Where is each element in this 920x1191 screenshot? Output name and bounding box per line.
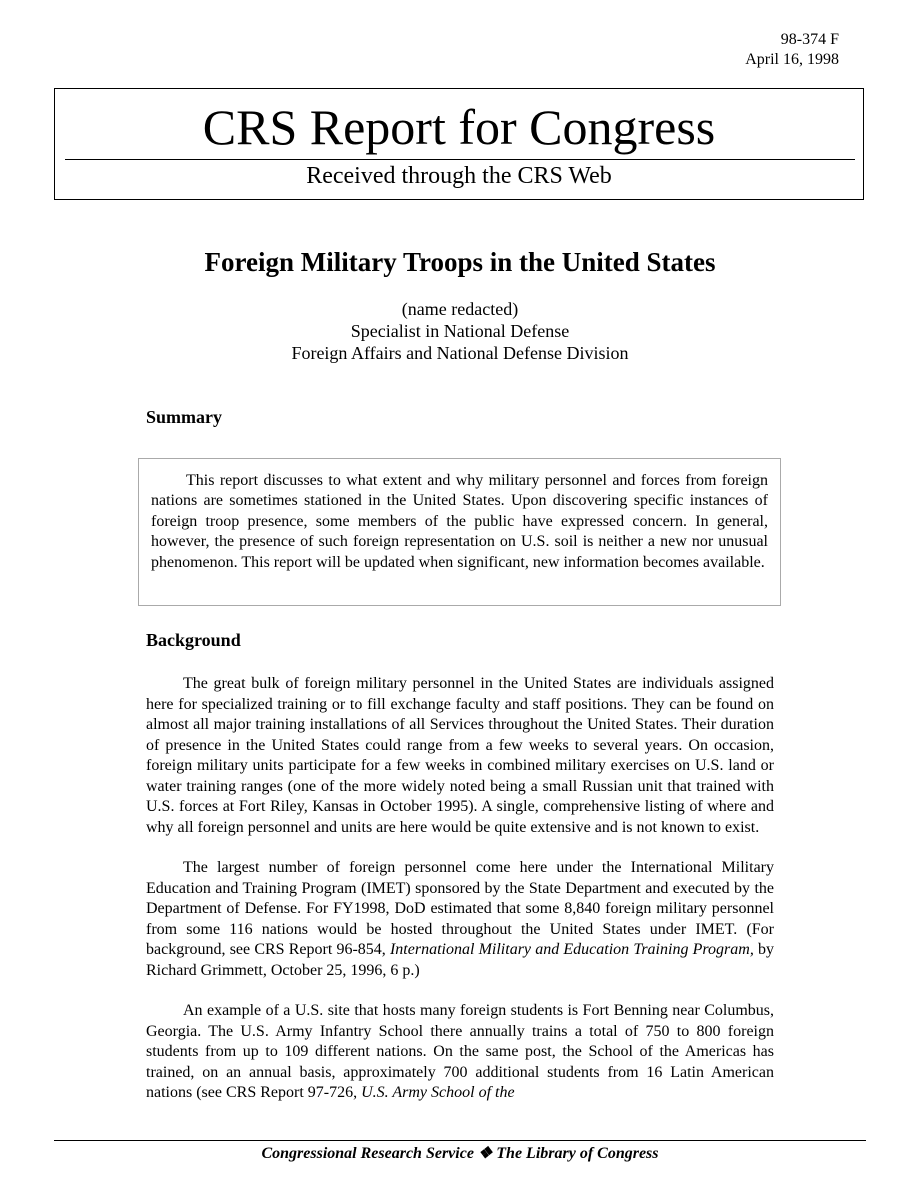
page-footer <box>0 1143 920 1165</box>
report-date: April 16, 1998 <box>745 51 839 68</box>
author-block <box>0 298 920 364</box>
diamond-separator-icon: ❖ <box>477 1145 493 1162</box>
footer-library: The Library of Congress <box>496 1145 659 1162</box>
citation-school-report: U.S. Army School of the <box>361 1084 515 1101</box>
report-number: 98-374 F <box>780 31 839 48</box>
crs-banner <box>54 88 864 200</box>
background-paragraph-3 <box>146 1001 774 1104</box>
document-id-block <box>745 30 839 70</box>
citation-imet-report: International Military and Education Training Program, <box>389 941 754 958</box>
paragraph-3-text: An example of a U.S. site that hosts many foreign students is Fort Benning near Columbus, Georgia. The U.S. Army Infantry School there annually trains a total of 750 to 800 foreign students from up to 109 different nations. On the same post, the School of the Americas has trained, on an annual basis, approximately 700 additional students from 16 Latin American nations (see CRS Report 97-726, <box>146 1002 774 1101</box>
report-title: Foreign Military Troops in the United States <box>204 247 716 277</box>
background-body <box>146 674 774 1124</box>
banner-title: CRS Report for Congress <box>202 99 716 155</box>
summary-heading: Summary <box>146 407 222 427</box>
background-paragraph-2 <box>146 858 774 981</box>
author-role: Specialist in National Defense <box>350 321 570 341</box>
author-name: (name redacted) <box>401 299 519 319</box>
paragraph-2-text-b: by Richard Grimmett, October 25, 1996, 6 p.) <box>146 941 775 979</box>
summary-text: This report discusses to what extent and why military personnel and forces from foreign nations are sometimes stationed in the United States. Upon discovering specific instances of foreign troop presence, some members of the public have expressed concern. In general, however, the presence of such foreign representation on U.S. soil is neither a new nor unusual phenomenon. This report will be updated when significant, new information becomes available. <box>151 472 768 571</box>
footer-divider <box>54 1140 866 1141</box>
summary-box <box>138 458 781 606</box>
background-paragraph-1: The great bulk of foreign military personnel in the United States are individuals assigned here for specialized training or to fill exchange faculty and staff positions. They can be found on almost all major training installations of all Services throughout the United States. Their duration of presence in the United States could range from a few weeks to several years. On occasion, foreign military units participate for a few weeks in combined military exercises on U.S. land or water training ranges (one of the more widely noted being a small Russian unit that trained with U.S. forces at Fort Riley, Kansas in October 1995). A single, comprehensive listing of where and why all foreign personnel and units are here would be quite extensive and is not known to exist. <box>146 675 774 836</box>
author-division: Foreign Affairs and National Defense Division <box>291 343 629 363</box>
paragraph-2-text-a: The largest number of foreign personnel come here under the International Military Education and Training Program (IMET) sponsored by the State Department and executed by the Department of Defense. For FY1998, DoD estimated that some 8,840 foreign military personnel from some 116 nations would be hosted throughout the United States under IMET. (For background, see CRS Report 96-854, <box>146 859 774 958</box>
footer-crs: Congressional Research Service <box>261 1145 474 1162</box>
background-heading: Background <box>146 630 241 650</box>
banner-subtitle: Received through the CRS Web <box>306 163 612 189</box>
banner-divider <box>65 159 855 160</box>
